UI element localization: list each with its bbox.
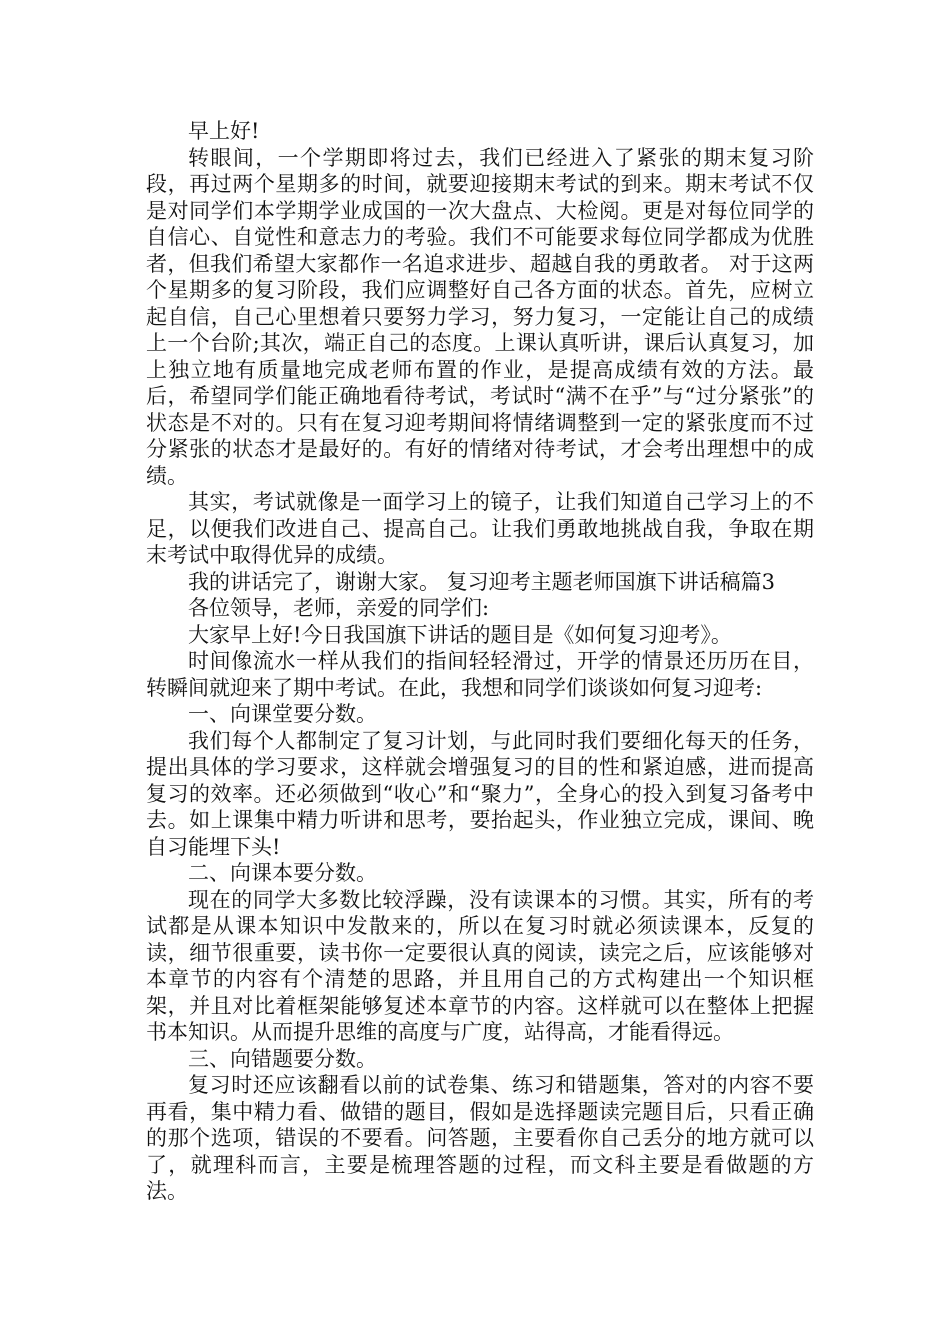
paragraph: 复习时还应该翻看以前的试卷集、练习和错题集，答对的内容不要再看，集中精力看、做错的题目，假如是选择题读完题目后，只看正确的那个选项，错误的不要看。问答题，主要看你自己丢分的地方就可以了，就理科而言，主要是梳理答题的过程，而文科主要是看做题的方法。 <box>146 1073 814 1203</box>
section-heading: 三、向错题要分数。 <box>188 1046 377 1071</box>
paragraph: 其实，考试就像是一面学习上的镜子，让我们知道自己学习上的不足，以便我们改进自己、提高自己。让我们勇敢地挑战自我，争取在期末考试中取得优异的成绩。 <box>146 490 814 567</box>
section-heading: 一、向课堂要分数。 <box>188 702 377 726</box>
document-body <box>146 118 814 1205</box>
section-heading: 二、向课本要分数。 <box>188 861 377 885</box>
paragraph: 我们每个人都制定了复习计划，与此同时我们要细化每天的任务，提出具体的学习要求，这样就会增强复习的目的性和紧迫感，进而提高复习的效率。还必须做到“收心”和“聚力”，全身心的投入到复习备考中去。如上课集中精力听讲和思考，要抬起头，作业独立完成，课间、晚自习能埋下头! <box>146 728 814 859</box>
paragraph: 各位领导，老师，亲爱的同学们: <box>188 596 490 620</box>
paragraph: 早上好! <box>188 119 260 143</box>
paragraph: 时间像流水一样从我们的指间轻轻滑过，开学的情景还历历在目，转瞬间就迎来了期中考试。在此，我想和同学们谈谈如何复习迎考: <box>146 649 814 700</box>
paragraph: 大家早上好!今日我国旗下讲话的题目是《如何复习迎考》。 <box>188 622 732 647</box>
paragraph: 转眼间，一个学期即将过去，我们已经进入了紧张的期末复习阶段，再过两个星期多的时间，就要迎接期末考试的到来。期末考试不仅是对同学们本学期学业成国的一次大盘点、大检阅。更是对每位同学的自信心、自觉性和意志力的考验。我们不可能要求每位同学都成为优胜者，但我们希望大家都作一名追求进步、超越自我的勇敢者。 对于这两个星期多的复习阶段，我们应调整好自己各方面的状态。首先，应树立起自信，自己心里想着只要努力学习，努力复习，一定能让自己的成绩上一个台阶;其次，端正自己的态度。上课认真听讲，课后认真复习，加上独立地有质量地完成老师布置的作业，是提高成绩有效的方法。最后，希望同学们能正确地看待考试，考试时“满不在乎”与“过分紧张”的状态是不对的。只有在复习迎考期间将情绪调整到一定的紧张度而不过分紧张的状态才是最好的。有好的情绪对待考试，才会考出理想中的成绩。 <box>146 145 814 488</box>
paragraph: 我的讲话完了，谢谢大家。 复习迎考主题老师国旗下讲话稿篇3 <box>188 569 776 594</box>
paragraph: 现在的同学大多数比较浮躁，没有读课本的习惯。其实，所有的考试都是从课本知识中发散来的，所以在复习时就必须读课本，反复的读，细节很重要，读书你一定要很认真的阅读，读完之后，应该能够对本章节的内容有个清楚的思路，并且用自己的方式构建出一个知识框架，并且对比着框架能够复述本章节的内容。这样就可以在整体上把握书本知识。从而提升思维的高度与广度，站得高，才能看得远。 <box>146 887 814 1044</box>
